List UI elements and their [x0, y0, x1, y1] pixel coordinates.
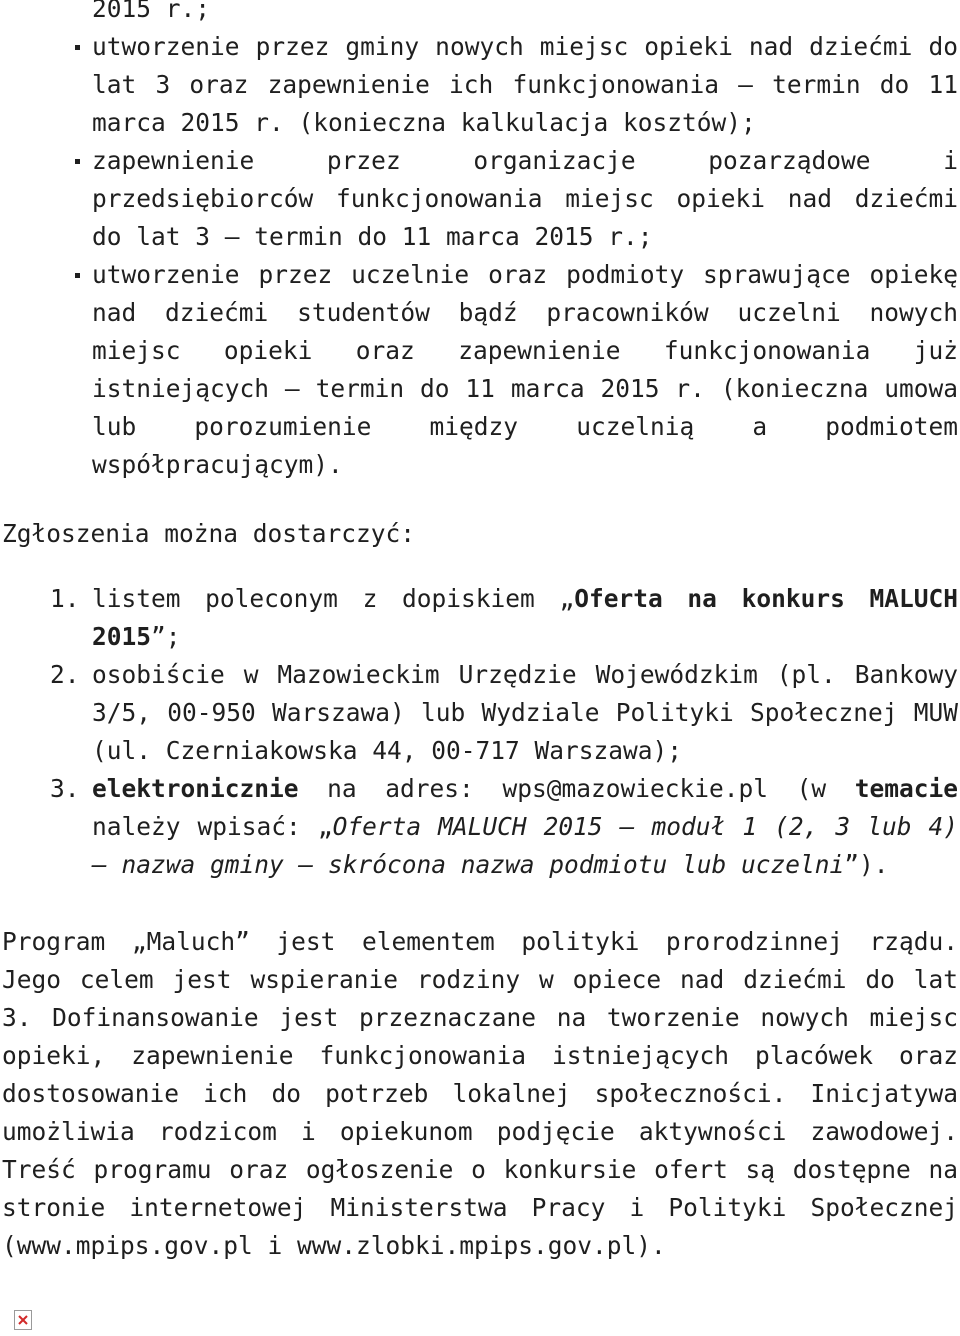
- method-subject-format: Oferta MALUCH 2015 – moduł 1 (2, 3 lub 4) – nazwa gminy – skrócona nazwa podmiotu lub uczelni: [92, 812, 958, 879]
- method-bold-electronic: elektronicznie: [92, 774, 299, 803]
- method-text-end: ”;: [151, 622, 181, 651]
- list-item: utworzenie przez uczelnie oraz podmioty sprawujące opiekę nad dziećmi studentów bądź pracowników uczelni nowych miejsc opieki oraz zapewnienie funkcjonowania już istniejących – termin do 11 marca 2015 r. (konieczna umowa lub porozumienie między uczelnią a podmiotem współpracującym).: [92, 256, 958, 484]
- method-email-address: na adres: wps@mazowieckie.pl (w: [298, 774, 855, 803]
- list-number: 1.: [50, 584, 80, 613]
- program-paragraph: Program „Maluch” jest elementem polityki prorodzinnej rządu. Jego celem jest wspieranie rodziny w opiece nad dziećmi do lat 3. Dofinansowanie jest przeznaczane na tworzenie nowych miejsc opieki, zapewnienie funkcjonowania istniejących placówek oraz dostosowanie ich do potrzeb lokalnej społeczności. Inicjatywa umożliwia rodzicom i opiekunom podjęcie aktywności zawodowej. Treść programu oraz ogłoszenie o konkursie ofert są dostępne na stronie internetowej Ministerstwa Pracy i Polityki Społecznej (www.mpips.gov.pl i www.zlobki.mpips.gov.pl).: [2, 927, 958, 1260]
- submission-method-in-person: [50, 656, 958, 770]
- submission-method-electronic: [50, 770, 958, 884]
- list-number: 2.: [50, 660, 80, 689]
- method-bold-subject: temacie: [854, 774, 958, 803]
- submission-method-registered-letter: [50, 580, 958, 656]
- method-instruction: należy wpisać: „: [92, 812, 333, 841]
- list-item: utworzenie przez gminy nowych miejsc opieki nad dziećmi do lat 3 oraz zapewnienie ich funkcjonowania – termin do 11 marca 2015 r. (konieczna kalkulacja kosztów);: [92, 28, 958, 142]
- broken-image-icon: [14, 1310, 32, 1330]
- method-bold-title: Oferta na konkurs MALUCH 2015: [92, 584, 958, 651]
- list-number: 3.: [50, 774, 80, 803]
- submission-methods-list: [0, 580, 960, 884]
- submission-heading: Zgłoszenia można dostarczyć:: [2, 519, 416, 548]
- top-fragment: 2015 r.;: [92, 0, 211, 23]
- list-item: zapewnienie przez organizacje pozarządowe i przedsiębiorców funkcjonowania miejsc opieki nad dziećmi do lat 3 – termin do 11 marca 2015 r.;: [92, 142, 958, 256]
- requirements-list: [0, 28, 960, 484]
- method-text-end: ”).: [844, 850, 889, 879]
- method-text: osobiście w Mazowieckim Urzędzie Wojewódzkim (pl. Bankowy 3/5, 00-950 Warszawa) lub Wydziale Polityki Społecznej MUW (ul. Czerniakowska 44, 00-717 Warszawa);: [92, 660, 958, 765]
- method-text: listem poleconym z dopiskiem „: [92, 584, 575, 613]
